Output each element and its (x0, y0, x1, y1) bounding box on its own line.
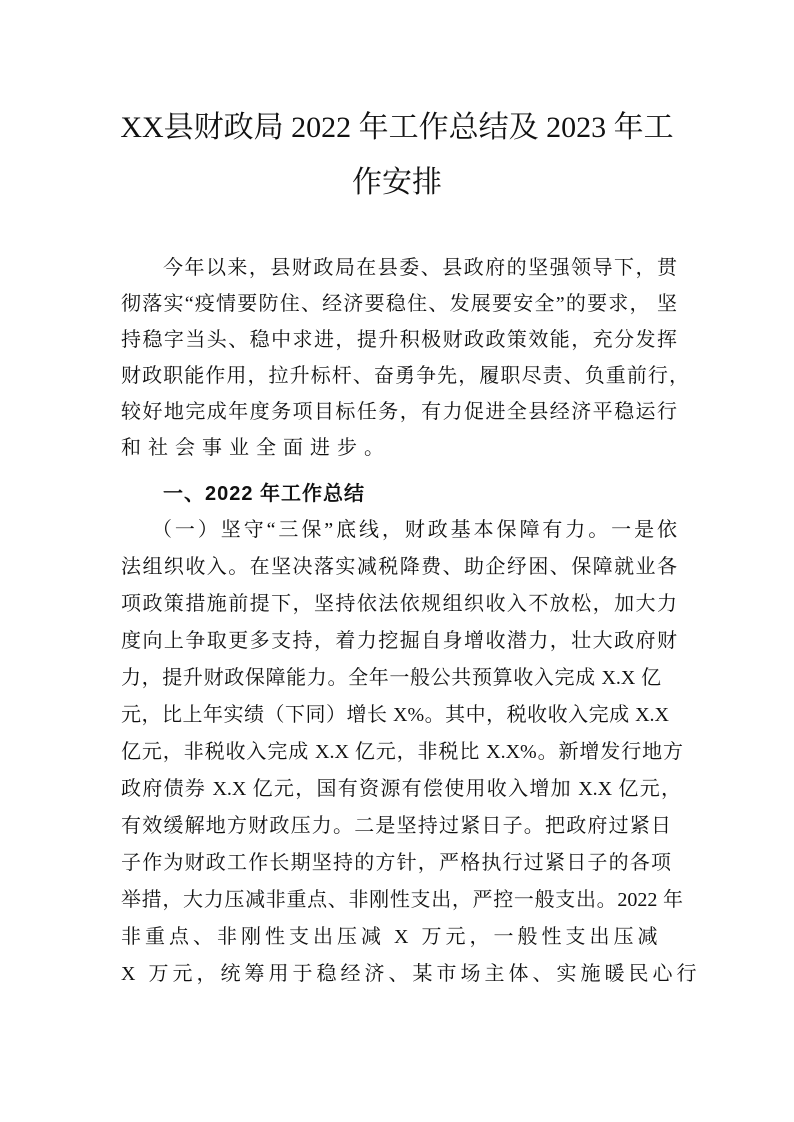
text-line: 较好地完成年度务项目标任务，有力促进全县经济平稳运行 (121, 401, 677, 423)
text-line: 今年以来，县财政局在县委、县政府的坚强领导下，贯 (163, 257, 677, 279)
text-line: 力，提升财政保障能力。全年一般公共预算收入完成 X.X 亿 (121, 667, 661, 689)
title-line-1: XX县财政局 2022 年工作总结及 2023 年工 (120, 111, 674, 144)
text-line: 有效缓解地方财政压力。二是坚持过紧日子。把政府过紧日 (121, 815, 671, 837)
text-line: 项政策措施前提下，坚持依法依规组织收入不放松，加大力 (121, 593, 677, 615)
text-line: 非重点、非刚性支出压减 X 万元，一般性支出压减 (121, 926, 662, 948)
text-line: 法组织收入。在坚决落实减税降费、助企纾困、保障就业各 (121, 556, 677, 578)
section-heading: 一、2022 年工作总结 (163, 483, 366, 505)
text-line: 持稳字当头、稳中求进，提升积极财政政策效能，充分发挥 (121, 329, 677, 351)
text-line: 彻落实“疫情要防住、经济要稳住、发展要安全”的要求， 坚 (121, 293, 677, 315)
text-line: X 万元，统筹用于稳经济、某市场主体、实施暖民心行 (121, 963, 701, 985)
text-line: 举措，大力压减非重点、非刚性支出，严控一般支出。2022 年 (121, 889, 683, 911)
text-line: 亿元，非税收入完成 X.X 亿元，非税比 X.X%。新增发行地方 (121, 741, 683, 763)
title-line-2: 作安排 (352, 166, 442, 199)
text-line: 度向上争取更多支持，着力挖掘自身增收潜力，壮大政府财 (121, 630, 677, 652)
text-line: （一）坚守“三保”底线，财政基本保障有力。一是依 (152, 519, 677, 541)
text-line: 元，比上年实绩（下同）增长 X%。其中，税收收入完成 X.X (121, 704, 669, 726)
text-line: 财政职能作用，拉升标杆、奋勇争先，履职尽责、负重前行， (121, 365, 689, 387)
text-line: 政府债券 X.X 亿元，国有资源有偿使用收入增加 X.X 亿元， (121, 778, 681, 800)
text-line: 子作为财政工作长期坚持的方针，严格执行过紧日子的各项 (121, 852, 671, 874)
text-line: 和社会事业全面进步。 (121, 437, 391, 459)
